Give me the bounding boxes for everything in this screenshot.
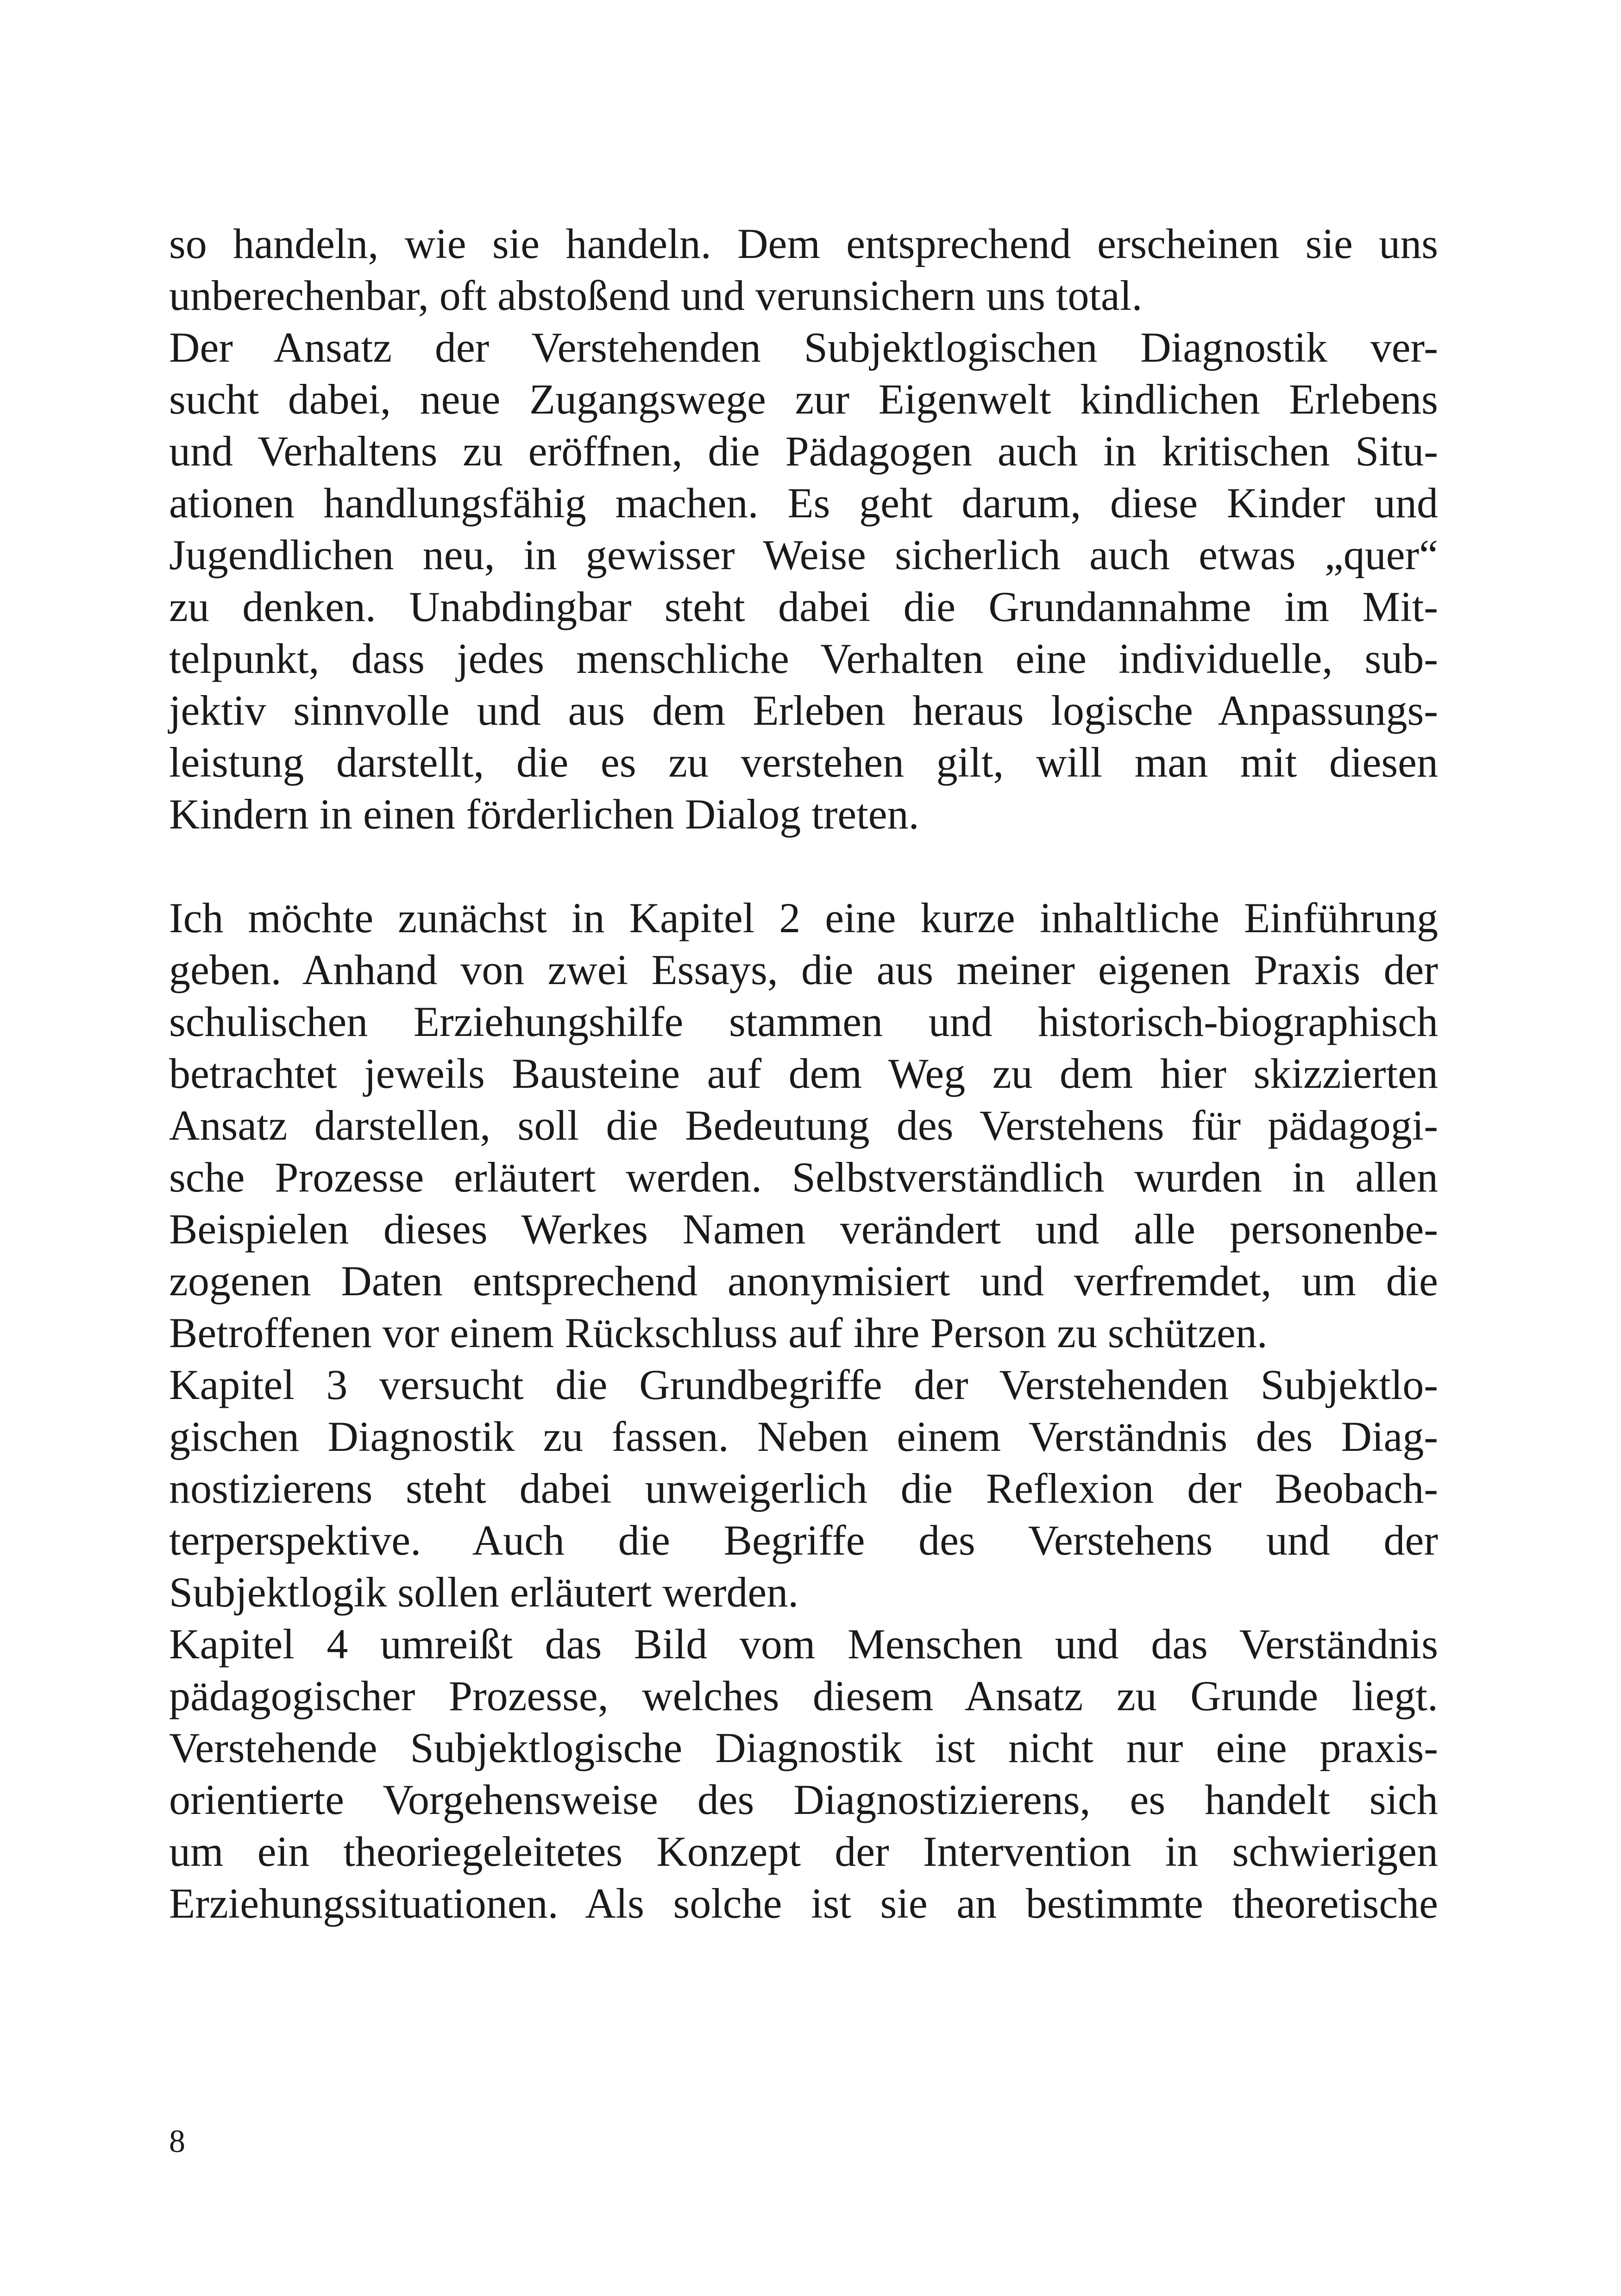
- text-line: um ein theoriegeleitetes Konzept der Intervention in schwierigen: [169, 1828, 1438, 1875]
- text-line: telpunkt, dass jedes menschliche Verhalten eine individuelle, sub-: [169, 635, 1438, 682]
- paragraph-spacer: [169, 840, 1438, 892]
- text-line: Der Ansatz der Verstehenden Subjektlogischen Diagnostik ver-: [169, 324, 1438, 371]
- text-line: Ich möchte zunächst in Kapitel 2 eine kurze inhaltliche Einführung: [169, 894, 1438, 941]
- text-line: so handeln, wie sie handeln. Dem entsprechend erscheinen sie uns: [169, 220, 1438, 267]
- text-line: orientierte Vorgehensweise des Diagnostizierens, es handelt sich: [169, 1776, 1438, 1823]
- text-line: Kapitel 4 umreißt das Bild vom Menschen und das Verständnis: [169, 1620, 1438, 1668]
- text-line: unberechenbar, oft abstoßend und verunsichern uns total.: [169, 272, 1143, 319]
- body-text: [169, 218, 1438, 1929]
- text-line: Beispielen dieses Werkes Namen verändert und alle personenbe-: [169, 1205, 1438, 1253]
- text-line: Verstehende Subjektlogische Diagnostik ist nicht nur eine praxis-: [169, 1724, 1438, 1771]
- text-line: ationen handlungsfähig machen. Es geht darum, diese Kinder und: [169, 479, 1438, 527]
- text-line: leistung darstellt, die es zu verstehen gilt, will man mit diesen: [169, 739, 1438, 786]
- text-line: Betroffenen vor einem Rückschluss auf ihre Person zu schützen.: [169, 1309, 1268, 1356]
- text-line: Subjektlogik sollen erläutert werden.: [169, 1568, 799, 1616]
- page-number: 8: [169, 2124, 185, 2159]
- text-line: geben. Anhand von zwei Essays, die aus meiner eigenen Praxis der: [169, 946, 1438, 993]
- text-line: pädagogischer Prozesse, welches diesem Ansatz zu Grunde liegt.: [169, 1672, 1438, 1719]
- text-line: sche Prozesse erläutert werden. Selbstverständlich wurden in allen: [169, 1154, 1438, 1201]
- text-line: Jugendlichen neu, in gewisser Weise sicherlich auch etwas „quer“: [169, 531, 1438, 578]
- text-line: jektiv sinnvolle und aus dem Erleben heraus logische Anpassungs-: [169, 687, 1438, 734]
- text-line: schulischen Erziehungshilfe stammen und historisch-biographisch: [169, 998, 1438, 1045]
- text-line: Kindern in einen förderlichen Dialog treten.: [169, 790, 919, 838]
- text-line: Kapitel 3 versucht die Grundbegriffe der Verstehenden Subjektlo-: [169, 1361, 1438, 1408]
- text-line: betrachtet jeweils Bausteine auf dem Weg zu dem hier skizzierten: [169, 1050, 1438, 1097]
- text-line: terperspektive. Auch die Begriffe des Verstehens und der: [169, 1517, 1438, 1564]
- text-line: zogenen Daten entsprechend anonymisiert und verfremdet, um die: [169, 1257, 1438, 1305]
- text-line: zu denken. Unabdingbar steht dabei die Grundannahme im Mit-: [169, 583, 1438, 630]
- text-line: Ansatz darstellen, soll die Bedeutung des Verstehens für pädagogi-: [169, 1102, 1438, 1149]
- text-line: und Verhaltens zu eröffnen, die Pädagogen auch in kritischen Situ-: [169, 427, 1438, 475]
- text-line: sucht dabei, neue Zugangswege zur Eigenwelt kindlichen Erlebens: [169, 376, 1438, 423]
- text-line: gischen Diagnostik zu fassen. Neben einem Verständnis des Diag-: [169, 1413, 1438, 1460]
- text-line: Erziehungssituationen. Als solche ist sie an bestimmte theoretische: [169, 1880, 1438, 1927]
- text-line: nostizierens steht dabei unweigerlich die Reflexion der Beobach-: [169, 1465, 1438, 1512]
